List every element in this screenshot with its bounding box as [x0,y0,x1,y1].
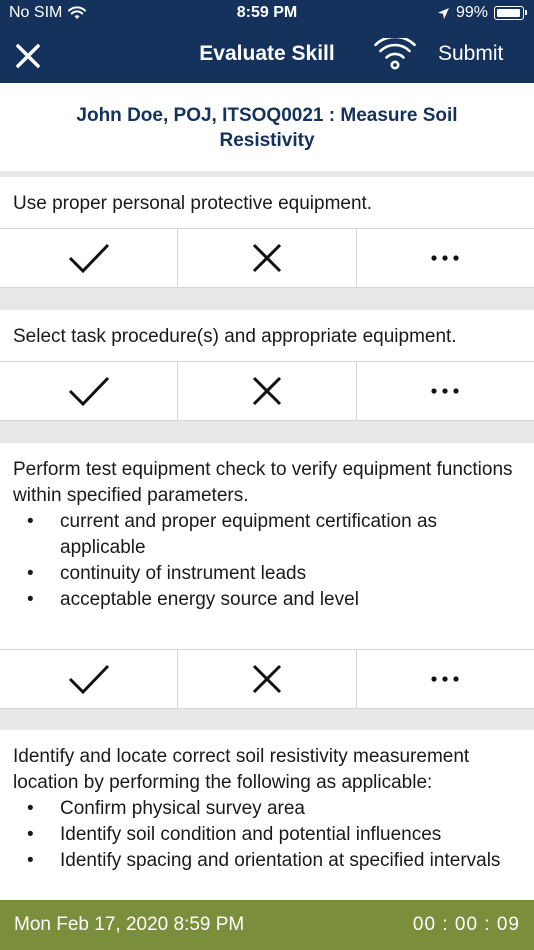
step-bullet-list [13,796,521,874]
submit-button[interactable]: Submit [438,42,504,65]
pass-button[interactable] [0,229,177,287]
list-item [13,587,521,613]
step-text: Perform test equipment check to verify equipment functions within specified parameters. [13,459,513,506]
status-bar [0,0,534,28]
carrier-label: No SIM [9,4,63,21]
more-dots-icon [430,254,460,262]
fail-button[interactable] [177,650,355,708]
step-text-block [0,443,534,625]
bullet-dot: • [27,850,34,871]
page-title: Evaluate Skill [199,42,335,65]
list-item [13,796,521,822]
step-text: Use proper personal protective equipment. [13,193,373,214]
step-bullet-list [13,509,521,613]
footer-bar [0,900,534,950]
bullet-text: continuity of instrument leads [60,563,307,584]
pass-button[interactable] [0,650,177,708]
more-options-button[interactable] [356,229,534,287]
elapsed-timer: 00 : 00 : 09 [412,914,520,935]
battery-percent: 99% [455,4,488,21]
checkmark-icon [68,663,110,695]
x-mark-icon [252,664,282,694]
status-right-group [437,4,524,22]
checkmark-icon [68,375,110,407]
x-mark-icon [252,243,282,273]
bullet-dot: • [27,563,34,584]
list-item [13,561,521,587]
nav-bar [0,28,534,83]
bullet-dot: • [27,589,34,610]
bullet-text: acceptable energy source and level [60,589,359,610]
bullet-text: Confirm physical survey area [60,798,305,819]
pass-button[interactable] [0,362,177,420]
bullet-dot: • [27,511,34,532]
more-dots-icon [430,675,460,683]
bullet-text: Identify soil condition and potential influences [60,824,442,845]
list-item [13,822,521,848]
step-text: Identify and locate correct soil resistivity measurement location by performing the following as applicable: [13,746,470,793]
step-text-block [0,730,534,886]
step-card-2 [0,310,534,362]
battery-icon [494,6,524,20]
footer-datetime: Mon Feb 17, 2020 8:59 PM [14,914,245,935]
more-options-button[interactable] [356,650,534,708]
fail-button[interactable] [177,362,355,420]
step-actions-1 [0,228,534,288]
step-actions-2 [0,361,534,421]
step-card-3 [0,443,534,650]
step-actions-3 [0,649,534,709]
skill-title: John Doe, POJ, ITSOQ0021 : Measure Soil Resistivity [0,83,534,171]
wifi-icon [374,38,416,72]
list-item [13,848,521,874]
bullet-dot: • [27,824,34,845]
bullet-text: Identify spacing and orientation at specified intervals [60,850,501,871]
checkmark-icon [68,242,110,274]
x-mark-icon [252,376,282,406]
more-dots-icon [430,387,460,395]
header-bar [0,0,534,83]
step-text: Select task procedure(s) and appropriate equipment. [13,326,457,347]
more-options-button[interactable] [356,362,534,420]
fail-button[interactable] [177,229,355,287]
bullet-text: current and proper equipment certification as applicable [60,511,438,558]
status-time: 8:59 PM [236,4,298,21]
step-card-1 [0,177,534,229]
list-item [13,509,521,561]
step-card-4 [0,730,534,900]
connection-button[interactable] [374,38,416,72]
bullet-dot: • [27,798,34,819]
location-arrow-icon [437,7,450,20]
